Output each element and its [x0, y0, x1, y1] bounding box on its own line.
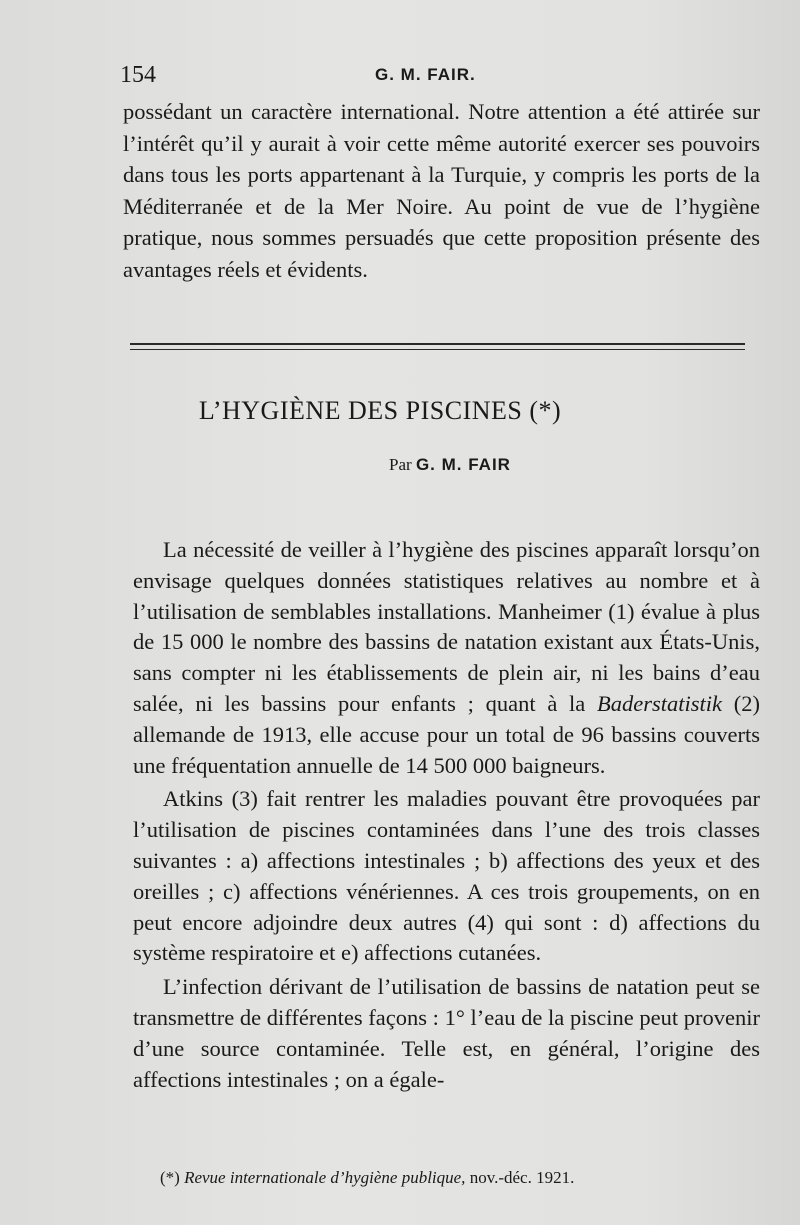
footnote	[160, 1168, 760, 1188]
paragraph-2: Atkins (3) fait rentrer les maladies pouvant être provoquées par l’utilisation de piscines contaminées dans l’une des trois classes suivantes : a) affections intestinales ; b) affections des yeux et des oreilles ; c) affections vénériennes. A ces trois groupements, on en peut encore adjoindre deux autres (4) qui sont : d) affections du système respiratoire et e) affections cutanées.	[133, 786, 760, 966]
continued-paragraph: possédant un caractère international. Notre attention a été attirée sur l’intérêt qu’il y aurait à voir cette même autorité exercer ses pouvoirs dans tous les ports appartenant à la Turquie, y compris les ports de la Méditerranée et de la Mer Noire. Au point de vue de l’hygiène pratique, nous sommes persuadés que cette proposition présente des avantages réels et évidents.	[123, 99, 760, 282]
paragraph-3: L’infection dérivant de l’utilisation de bassins de natation peut se transmettre de différentes façons : 1° l’eau de la piscine peut provenir d’une source contaminée. Telle est, en général, l’origine des affections intestinales ; on a égale-	[133, 974, 760, 1092]
paragraph-1-text-a: La nécessité de veiller à l’hygiène des piscines apparaît lorsqu’on envisage quelques données statistiques relatives au nombre et à l’utilisation de semblables installations. Manheimer (1) évalue à plus de 15 000 le nombre des bassins de natation existant aux États-Unis, sans compter ni les établissements de plein air, ni les bains d’eau salée, ni les bassins pour enfants ; quant à la	[133, 537, 760, 716]
article-title: L’HYGIÈNE DES PISCINES (*)	[198, 396, 562, 425]
paragraph-1-text-b: (2) allemande de 1913, elle accuse pour un total de 96 bassins couverts une fréquentation annuelle de 14 500 000 baigneurs.	[133, 690, 760, 778]
footnote-marker: (*)	[160, 1168, 180, 1187]
running-head: G. M. FAIR.	[375, 65, 476, 84]
paragraph-1-italic: Baderstatistik	[597, 690, 723, 716]
byline-prefix: Par	[389, 455, 412, 474]
page-number: 154	[120, 62, 156, 88]
section-rule-bottom	[130, 349, 745, 350]
article-body	[133, 535, 760, 1098]
section-rule-top	[130, 343, 745, 345]
paragraph-1	[133, 535, 760, 781]
page-header	[120, 62, 680, 92]
footnote-date: nov.-déc. 1921.	[469, 1168, 575, 1187]
byline-author: G. M. FAIR	[415, 455, 511, 474]
footnote-journal: Revue internationale d’hygiène publique,	[184, 1168, 466, 1187]
byline	[0, 455, 800, 475]
